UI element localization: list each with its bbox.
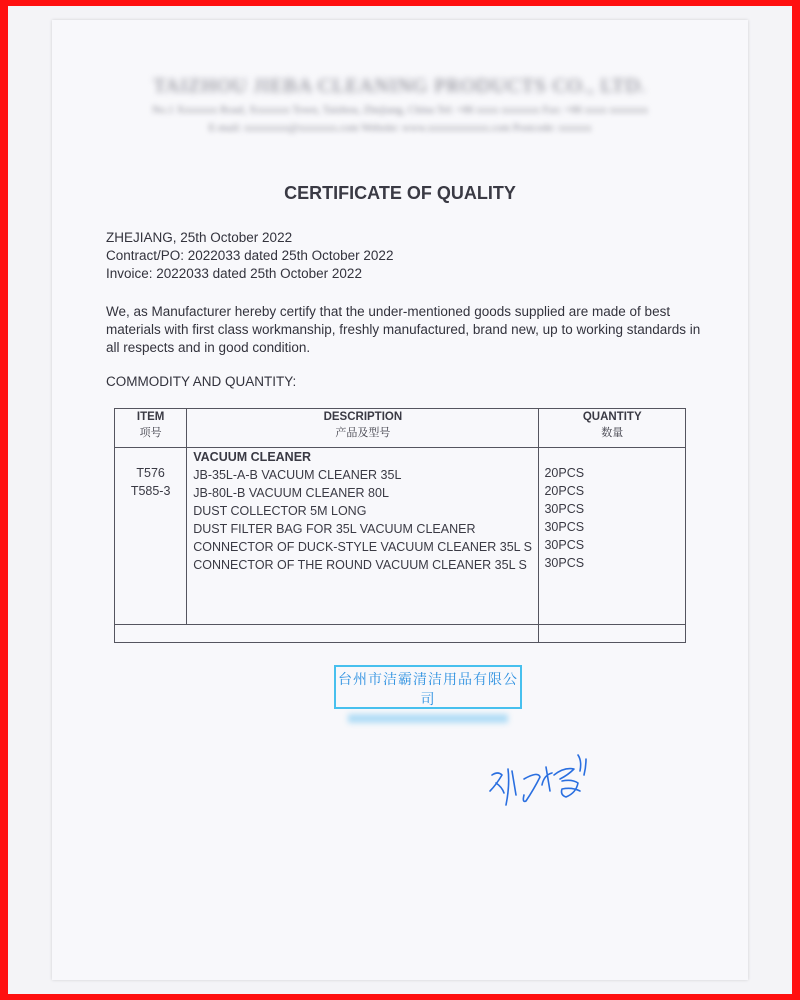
description-heading: VACUUM CLEANER [193,450,312,464]
table-header-row [115,409,686,448]
stamp-blurred-line [348,714,508,723]
item-codes-cell [115,448,187,625]
company-name: TAIZHOU JIEBA CLEANING PRODUCTS CO., LTD. [153,75,647,97]
table-empty-row [115,625,686,643]
quantity-value: 20PCS [544,466,585,480]
quantity-value: 30PCS [544,502,585,516]
certificate-page [52,20,748,980]
company-address: No.1 Xxxxxxx Road, Xxxxxxx Town, Taizhou, Zhejiang, China Tel: +86 xxxx xxxxxxx Fax: +86 xxxx xxxxxxx [152,104,648,116]
description-item: DUST FILTER BAG FOR 35L VACUUM CLEANER [193,522,476,536]
document-title: CERTIFICATE OF QUALITY [284,183,516,203]
empty-cell [539,625,686,643]
description-item: DUST COLLECTOR 5M LONG [193,504,367,518]
signature-mark [482,745,602,815]
header-lines [106,229,393,283]
header-description: DESCRIPTION 产品及型号 [187,409,539,448]
company-stamp [334,665,522,709]
quantity-value: 30PCS [544,556,585,570]
contract-po: Contract/PO: 2022033 dated 25th October 2022 [106,248,394,263]
header-quantity: QUANTITY 数量 [539,409,686,448]
quantity-value: 30PCS [544,520,585,534]
item-code: T585-3 [130,484,171,498]
description-item: CONNECTOR OF THE ROUND VACUUM CLEANER 35L S [193,558,527,572]
table-row [115,448,686,625]
signature [482,745,602,820]
description-item: CONNECTOR OF DUCK-STYLE VACUUM CLEANER 35L S [193,540,532,554]
commodity-heading: COMMODITY AND QUANTITY: [106,374,297,389]
goods-table [114,408,686,643]
descriptions-cell [187,448,539,625]
quantity-value: 30PCS [544,538,585,552]
company-contact: E-mail: xxxxxxxx@xxxxxxx.com Website: www.xxxxxxxxxxx.com Postcode: xxxxxx [208,122,592,134]
item-code: T576 [136,466,165,480]
description-item: JB-80L-B VACUUM CLEANER 80L [193,486,389,500]
certification-paragraph: We, as Manufacturer hereby certify that the under-mentioned goods supplied are made of best materials with first class workmanship, freshly manufactured, brand new, up to working standards in all respects and in good condition. [106,304,701,355]
quantity-value: 20PCS [544,484,585,498]
empty-cell [115,625,539,643]
invoice-line: Invoice: 2022033 dated 25th October 2022 [106,266,362,281]
header-item: ITEM 项号 [115,409,187,448]
location-date: ZHEJIANG, 25th October 2022 [106,230,293,245]
description-item: JB-35L-A-B VACUUM CLEANER 35L [193,468,402,482]
stamp-text: 台州市洁霸清洁用品有限公司 [338,672,518,708]
letterhead [52,75,748,134]
quantities-cell [539,448,686,625]
